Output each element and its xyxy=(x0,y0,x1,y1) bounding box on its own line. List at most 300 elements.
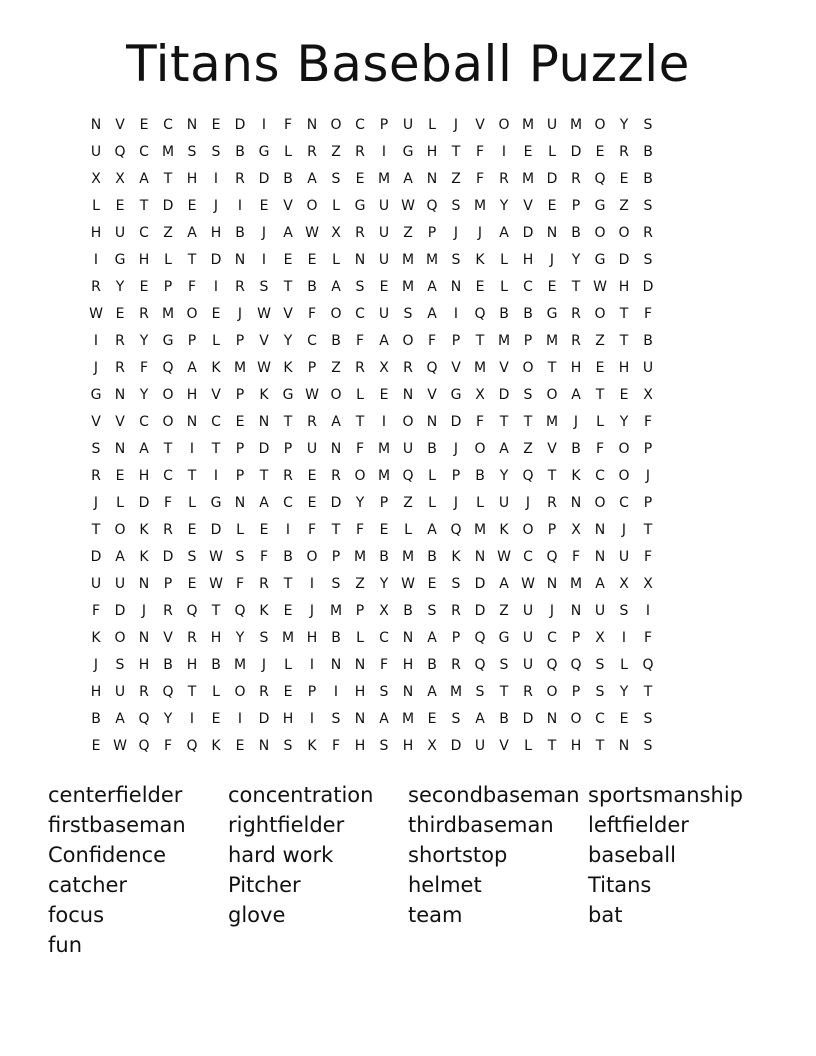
grid-letter: Z xyxy=(403,495,413,511)
grid-letter: C xyxy=(355,117,365,133)
grid-letter: B xyxy=(499,711,509,727)
grid-letter: L xyxy=(428,468,436,484)
grid-letter: P xyxy=(571,630,581,646)
grid-letter: Y xyxy=(499,198,509,214)
grid-letter: O xyxy=(594,495,606,511)
grid-letter: J xyxy=(477,225,483,241)
grid-letter: A xyxy=(427,522,437,538)
grid-letter: R xyxy=(403,360,413,376)
grid-letter: S xyxy=(523,387,533,403)
word-bank-item: secondbaseman xyxy=(408,783,580,807)
grid-letter: D xyxy=(210,252,222,268)
word-bank-item: glove xyxy=(228,903,286,927)
grid-letter: S xyxy=(595,684,605,700)
grid-letter: T xyxy=(499,414,509,430)
grid-letter: E xyxy=(91,738,101,754)
grid-letter: T xyxy=(331,522,341,538)
grid-letter: P xyxy=(283,441,293,457)
grid-letter: I xyxy=(261,117,267,133)
grid-letter: L xyxy=(284,144,292,160)
grid-letter: S xyxy=(643,252,653,268)
grid-letter: C xyxy=(379,630,389,646)
grid-letter: M xyxy=(473,198,487,214)
grid-letter: U xyxy=(618,549,630,565)
grid-letter: E xyxy=(619,387,629,403)
grid-letter: W xyxy=(401,198,415,214)
grid-letter: R xyxy=(523,684,533,700)
page-title: Titans Baseball Puzzle xyxy=(126,35,690,93)
grid-letter: E xyxy=(115,306,125,322)
grid-letter: O xyxy=(114,522,126,538)
grid-letter: H xyxy=(402,738,414,754)
grid-letter: X xyxy=(643,576,653,592)
grid-letter: I xyxy=(93,333,99,349)
grid-letter: N xyxy=(546,711,558,727)
grid-letter: B xyxy=(403,603,413,619)
grid-letter: T xyxy=(547,738,557,754)
grid-letter: T xyxy=(595,387,605,403)
grid-letter: T xyxy=(283,576,293,592)
grid-letter: K xyxy=(499,522,509,538)
grid-letter: I xyxy=(453,306,459,322)
grid-letter: E xyxy=(187,522,197,538)
grid-letter: L xyxy=(548,144,556,160)
grid-letter: P xyxy=(379,117,389,133)
grid-letter: D xyxy=(258,441,270,457)
grid-letter: H xyxy=(618,279,630,295)
grid-letter: S xyxy=(619,603,629,619)
grid-letter: B xyxy=(163,657,173,673)
grid-letter: J xyxy=(141,603,147,619)
grid-letter: B xyxy=(499,306,509,322)
grid-letter: E xyxy=(283,603,293,619)
grid-letter: Y xyxy=(163,711,173,727)
grid-letter: G xyxy=(450,387,462,403)
grid-letter: K xyxy=(475,252,485,268)
grid-letter: L xyxy=(356,387,364,403)
grid-letter: T xyxy=(595,738,605,754)
grid-letter: S xyxy=(451,711,461,727)
grid-letter: C xyxy=(139,414,149,430)
grid-letter: H xyxy=(210,630,222,646)
grid-letter: B xyxy=(427,549,437,565)
grid-letter: D xyxy=(330,495,342,511)
grid-letter: A xyxy=(331,279,341,295)
grid-letter: H xyxy=(186,387,198,403)
grid-letter: S xyxy=(379,684,389,700)
grid-letter: N xyxy=(90,117,102,133)
grid-letter: L xyxy=(92,198,100,214)
grid-letter: O xyxy=(546,387,558,403)
grid-letter: N xyxy=(114,441,126,457)
grid-letter: N xyxy=(594,549,606,565)
grid-letter: Z xyxy=(595,333,605,349)
grid-letter: P xyxy=(163,279,173,295)
grid-row xyxy=(84,490,732,517)
grid-letter: C xyxy=(139,225,149,241)
grid-letter: O xyxy=(306,198,318,214)
grid-letter: R xyxy=(331,468,341,484)
grid-letter: N xyxy=(546,225,558,241)
grid-letter: C xyxy=(595,711,605,727)
grid-letter: U xyxy=(642,360,654,376)
grid-letter: L xyxy=(524,738,532,754)
grid-letter: I xyxy=(237,198,243,214)
grid-letter: F xyxy=(355,441,365,457)
grid-row xyxy=(84,274,732,301)
grid-letter: Q xyxy=(186,738,198,754)
grid-letter: W xyxy=(305,387,319,403)
grid-letter: D xyxy=(450,738,462,754)
grid-letter: Q xyxy=(570,657,582,673)
grid-letter: H xyxy=(306,630,318,646)
grid-letter: D xyxy=(642,279,654,295)
grid-letter: Q xyxy=(642,657,654,673)
grid-letter: U xyxy=(306,441,318,457)
grid-letter: I xyxy=(309,657,315,673)
grid-letter: A xyxy=(307,171,317,187)
grid-letter: I xyxy=(645,603,651,619)
grid-letter: O xyxy=(474,441,486,457)
grid-letter: P xyxy=(187,333,197,349)
grid-letter: I xyxy=(501,144,507,160)
grid-letter: A xyxy=(187,225,197,241)
grid-letter: I xyxy=(213,279,219,295)
grid-letter: T xyxy=(451,144,461,160)
grid-letter: V xyxy=(499,360,509,376)
grid-letter: H xyxy=(354,684,366,700)
grid-letter: N xyxy=(138,630,150,646)
grid-letter: V xyxy=(499,738,509,754)
grid-letter: L xyxy=(188,495,196,511)
grid-letter: S xyxy=(331,171,341,187)
grid-letter: O xyxy=(330,117,342,133)
grid-letter: U xyxy=(498,495,510,511)
grid-letter: P xyxy=(235,468,245,484)
grid-letter: T xyxy=(163,441,173,457)
grid-letter: R xyxy=(259,684,269,700)
grid-row xyxy=(84,544,732,571)
grid-letter: L xyxy=(212,684,220,700)
grid-letter: E xyxy=(235,414,245,430)
grid-letter: F xyxy=(475,171,485,187)
grid-letter: H xyxy=(186,657,198,673)
grid-letter: N xyxy=(114,387,126,403)
word-bank-item: rightfielder xyxy=(228,813,345,837)
grid-letter: Y xyxy=(619,414,629,430)
grid-letter: W xyxy=(593,279,607,295)
grid-letter: Q xyxy=(474,306,486,322)
grid-letter: Y xyxy=(499,468,509,484)
grid-letter: F xyxy=(91,603,101,619)
grid-letter: P xyxy=(643,441,653,457)
grid-letter: O xyxy=(570,711,582,727)
grid-letter: G xyxy=(258,144,270,160)
grid-letter: F xyxy=(163,495,173,511)
grid-letter: Z xyxy=(355,576,365,592)
grid-letter: P xyxy=(451,333,461,349)
grid-letter: S xyxy=(643,198,653,214)
grid-letter: S xyxy=(115,657,125,673)
grid-letter: F xyxy=(187,279,197,295)
grid-letter: V xyxy=(283,306,293,322)
grid-letter: W xyxy=(257,360,271,376)
grid-letter: M xyxy=(281,630,295,646)
grid-letter: X xyxy=(643,387,653,403)
grid-letter: D xyxy=(90,549,102,565)
grid-letter: E xyxy=(307,252,317,268)
grid-letter: P xyxy=(451,468,461,484)
grid-row xyxy=(84,598,732,625)
grid-letter: R xyxy=(187,630,197,646)
grid-letter: J xyxy=(645,468,651,484)
grid-letter: W xyxy=(89,306,103,322)
grid-letter: D xyxy=(522,225,534,241)
grid-row xyxy=(84,733,732,760)
grid-letter: F xyxy=(163,738,173,754)
grid-letter: S xyxy=(211,144,221,160)
grid-letter: J xyxy=(93,495,99,511)
grid-letter: G xyxy=(354,198,366,214)
grid-letter: Z xyxy=(331,360,341,376)
grid-letter: E xyxy=(379,522,389,538)
grid-letter: E xyxy=(547,198,557,214)
grid-letter: L xyxy=(428,117,436,133)
grid-letter: A xyxy=(499,225,509,241)
grid-letter: F xyxy=(355,522,365,538)
grid-letter: G xyxy=(114,252,126,268)
grid-letter: U xyxy=(546,117,558,133)
grid-letter: Y xyxy=(283,333,293,349)
grid-letter: D xyxy=(618,252,630,268)
grid-letter: B xyxy=(379,549,389,565)
grid-letter: U xyxy=(90,576,102,592)
grid-letter: Q xyxy=(162,360,174,376)
grid-letter: N xyxy=(354,252,366,268)
grid-letter: C xyxy=(523,549,533,565)
grid-letter: O xyxy=(522,360,534,376)
grid-letter: B xyxy=(283,549,293,565)
grid-letter: F xyxy=(571,549,581,565)
grid-letter: A xyxy=(379,333,389,349)
grid-letter: L xyxy=(332,198,340,214)
grid-letter: A xyxy=(379,711,389,727)
grid-letter: B xyxy=(427,441,437,457)
grid-letter: V xyxy=(523,198,533,214)
grid-letter: Z xyxy=(451,171,461,187)
grid-letter: N xyxy=(306,117,318,133)
grid-letter: B xyxy=(283,171,293,187)
grid-letter: S xyxy=(331,576,341,592)
grid-letter: L xyxy=(164,252,172,268)
grid-letter: E xyxy=(547,279,557,295)
grid-letter: W xyxy=(521,576,535,592)
grid-letter: G xyxy=(210,495,222,511)
grid-letter: M xyxy=(449,684,463,700)
grid-row xyxy=(84,382,732,409)
grid-letter: E xyxy=(211,117,221,133)
grid-letter: S xyxy=(643,711,653,727)
grid-letter: N xyxy=(450,279,462,295)
grid-letter: I xyxy=(333,684,339,700)
grid-letter: B xyxy=(475,468,485,484)
grid-letter: M xyxy=(569,576,583,592)
grid-letter: R xyxy=(451,603,461,619)
grid-letter: N xyxy=(426,171,438,187)
grid-letter: J xyxy=(621,522,627,538)
grid-letter: O xyxy=(162,387,174,403)
grid-letter: T xyxy=(283,279,293,295)
grid-letter: D xyxy=(258,711,270,727)
grid-letter: R xyxy=(571,306,581,322)
grid-letter: I xyxy=(213,171,219,187)
grid-letter: H xyxy=(402,657,414,673)
grid-row xyxy=(84,625,732,652)
grid-letter: V xyxy=(283,198,293,214)
grid-letter: H xyxy=(522,252,534,268)
grid-letter: O xyxy=(618,225,630,241)
grid-letter: W xyxy=(209,576,223,592)
grid-letter: L xyxy=(356,630,364,646)
word-bank-item: Pitcher xyxy=(228,873,301,897)
grid-letter: W xyxy=(401,576,415,592)
grid-letter: P xyxy=(235,333,245,349)
grid-letter: W xyxy=(497,549,511,565)
grid-letter: H xyxy=(90,684,102,700)
grid-letter: T xyxy=(283,414,293,430)
grid-letter: C xyxy=(211,414,221,430)
grid-letter: R xyxy=(115,333,125,349)
grid-letter: S xyxy=(91,441,101,457)
grid-letter: T xyxy=(211,603,221,619)
grid-letter: A xyxy=(115,711,125,727)
grid-letter: G xyxy=(594,252,606,268)
grid-letter: A xyxy=(475,711,485,727)
grid-letter: X xyxy=(475,387,485,403)
grid-row xyxy=(84,463,732,490)
grid-letter: T xyxy=(523,414,533,430)
grid-letter: X xyxy=(379,360,389,376)
grid-letter: N xyxy=(186,117,198,133)
grid-letter: B xyxy=(571,441,581,457)
grid-letter: T xyxy=(355,414,365,430)
grid-letter: C xyxy=(163,117,173,133)
grid-letter: X xyxy=(427,738,437,754)
grid-letter: M xyxy=(401,549,415,565)
grid-letter: P xyxy=(307,360,317,376)
grid-letter: B xyxy=(307,279,317,295)
grid-letter: N xyxy=(234,252,246,268)
grid-letter: K xyxy=(571,468,581,484)
grid-letter: G xyxy=(546,306,558,322)
grid-letter: W xyxy=(257,306,271,322)
grid-letter: N xyxy=(594,522,606,538)
grid-letter: B xyxy=(571,225,581,241)
grid-letter: R xyxy=(91,279,101,295)
grid-letter: H xyxy=(426,144,438,160)
grid-letter: C xyxy=(619,495,629,511)
grid-letter: E xyxy=(475,279,485,295)
grid-letter: J xyxy=(525,495,531,511)
grid-letter: H xyxy=(138,252,150,268)
grid-letter: L xyxy=(116,495,124,511)
grid-letter: L xyxy=(428,495,436,511)
grid-letter: F xyxy=(475,144,485,160)
grid-letter: L xyxy=(404,522,412,538)
grid-row xyxy=(84,328,732,355)
grid-letter: O xyxy=(522,522,534,538)
grid-letter: P xyxy=(331,549,341,565)
grid-letter: R xyxy=(451,657,461,673)
grid-letter: S xyxy=(235,549,245,565)
grid-letter: M xyxy=(401,279,415,295)
grid-letter: G xyxy=(282,387,294,403)
grid-letter: A xyxy=(187,360,197,376)
grid-letter: F xyxy=(379,657,389,673)
grid-letter: A xyxy=(331,414,341,430)
grid-letter: N xyxy=(330,657,342,673)
grid-letter: A xyxy=(259,495,269,511)
grid-letter: M xyxy=(473,360,487,376)
grid-row xyxy=(84,436,732,463)
grid-letter: R xyxy=(499,171,509,187)
grid-letter: R xyxy=(355,225,365,241)
grid-letter: N xyxy=(354,711,366,727)
grid-letter: C xyxy=(547,630,557,646)
grid-letter: U xyxy=(594,603,606,619)
grid-letter: X xyxy=(115,171,125,187)
grid-letter: U xyxy=(402,441,414,457)
grid-letter: P xyxy=(523,333,533,349)
grid-letter: H xyxy=(618,360,630,376)
grid-letter: J xyxy=(453,117,459,133)
grid-letter: H xyxy=(570,738,582,754)
grid-row xyxy=(84,409,732,436)
grid-letter: I xyxy=(261,252,267,268)
grid-letter: M xyxy=(569,117,583,133)
grid-letter: O xyxy=(594,117,606,133)
grid-letter: D xyxy=(570,144,582,160)
grid-letter: Q xyxy=(426,198,438,214)
grid-letter: S xyxy=(355,279,365,295)
grid-letter: T xyxy=(643,684,653,700)
grid-letter: S xyxy=(259,630,269,646)
grid-letter: C xyxy=(595,468,605,484)
grid-letter: L xyxy=(620,657,628,673)
grid-letter: R xyxy=(307,144,317,160)
grid-letter: K xyxy=(307,738,317,754)
grid-letter: E xyxy=(283,252,293,268)
grid-letter: S xyxy=(451,252,461,268)
grid-letter: S xyxy=(643,738,653,754)
grid-row xyxy=(84,517,732,544)
word-bank-item: sportsmanship xyxy=(588,783,743,807)
grid-letter: M xyxy=(353,549,367,565)
grid-letter: M xyxy=(497,333,511,349)
word-bank-item: centerfielder xyxy=(48,783,183,807)
grid-letter: O xyxy=(402,414,414,430)
grid-letter: A xyxy=(571,387,581,403)
word-bank-item: firstbaseman xyxy=(48,813,186,837)
grid-letter: T xyxy=(619,333,629,349)
grid-letter: N xyxy=(402,387,414,403)
grid-letter: J xyxy=(453,225,459,241)
grid-letter: O xyxy=(114,630,126,646)
grid-letter: B xyxy=(235,144,245,160)
grid-letter: L xyxy=(332,252,340,268)
grid-letter: Q xyxy=(234,603,246,619)
grid-letter: I xyxy=(237,711,243,727)
